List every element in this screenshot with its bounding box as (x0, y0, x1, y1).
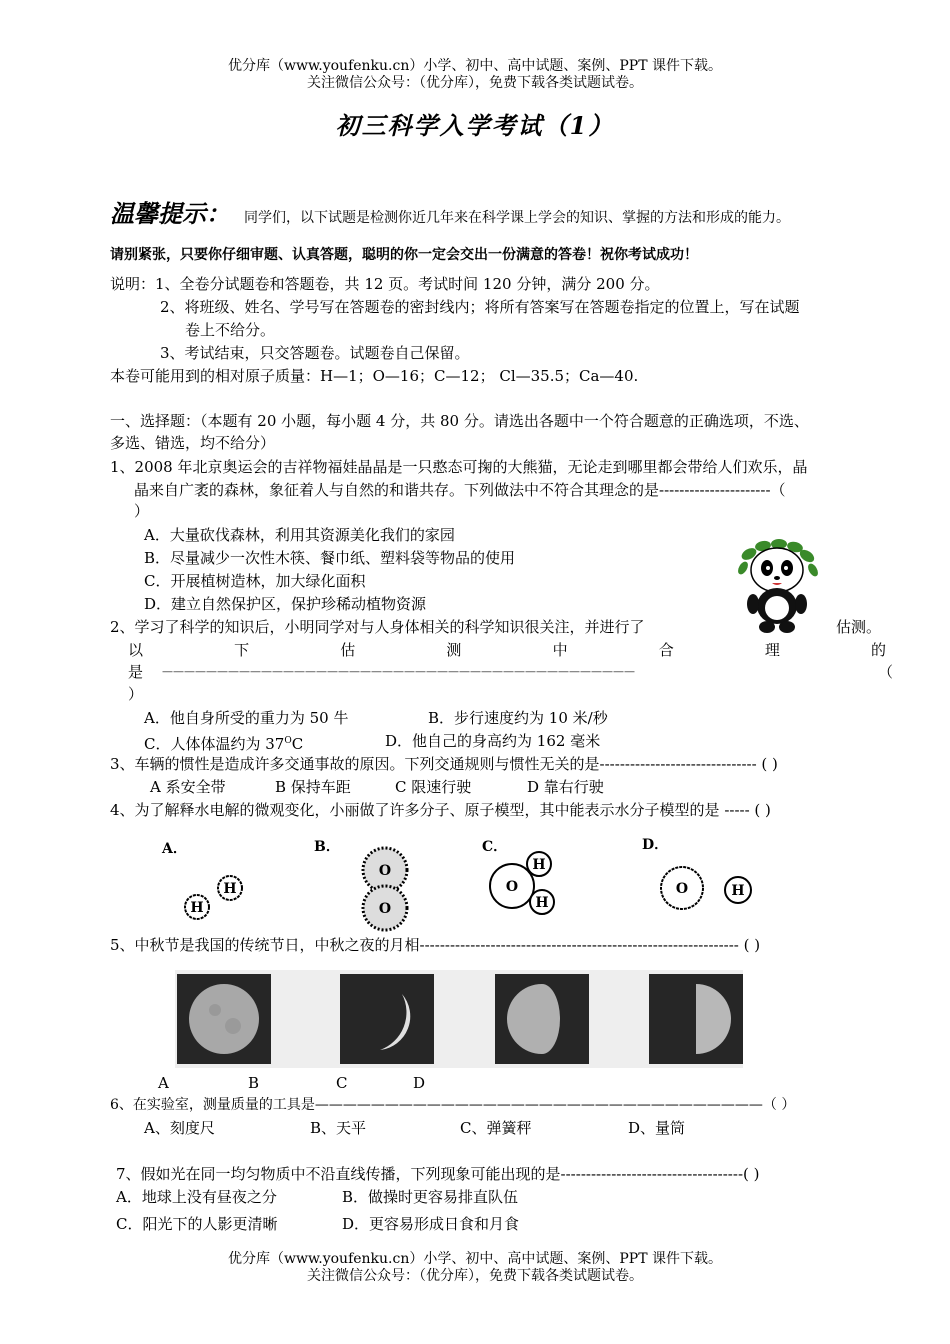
q2-line-4: ） (128, 685, 144, 703)
q6-option-d[interactable]: D、量筒 (628, 1119, 686, 1137)
atom-label: H (535, 895, 549, 911)
q3-option-b[interactable]: B 保持车距 (275, 778, 351, 796)
q2-option-a[interactable]: A．他自身所受的重力为 50 牛 (144, 709, 349, 727)
q3-option-c[interactable]: C 限速行驶 (395, 778, 472, 796)
q2-spread-char: 下 (234, 641, 250, 659)
q5-label-d[interactable]: D (413, 1074, 426, 1092)
atom-label: O (675, 881, 689, 897)
q2-line-3-dashes: ——————————————————————————————————————————— (162, 665, 635, 678)
moon-phase-b (340, 974, 434, 1064)
atomic-masses: 本卷可能用到的相对原子质量：H—1；O—16；C—12； Cl—35.5；Ca—40. (110, 367, 639, 385)
atom-label: H (190, 900, 204, 916)
molecule-models-figure (150, 840, 790, 935)
q7-option-d[interactable]: D．更容易形成日食和月食 (342, 1215, 520, 1233)
tip-section (110, 200, 910, 229)
q1-option-c[interactable]: C．开展植树造林，加大绿化面积 (144, 572, 366, 590)
q2-spread-char: 中 (552, 641, 568, 659)
molecule-b (363, 848, 407, 930)
moon-phase-c (495, 974, 589, 1064)
q2-spread-char: 的 (870, 641, 886, 659)
note-2b: 卷上不给分。 (185, 321, 276, 339)
molecule-d (661, 867, 751, 909)
q1-option-a[interactable]: A．大量砍伐森林，利用其资源美化我们的家园 (144, 526, 455, 544)
q2-option-c-unit: C (291, 735, 304, 753)
header-line-1: 优分库（www.youfenku.cn）小学、初中、高中试题、案例、PPT 课件下载。 (227, 58, 722, 74)
q4-label-c: C． (482, 839, 508, 855)
q4-label-b: B． (314, 839, 340, 855)
tip-label: 温馨提示： (110, 200, 230, 228)
q2-spread-char: 理 (764, 641, 780, 659)
q2-line-1: 2、学习了科学的知识后，小明同学对与人身体相关的科学知识很关注，并进行了 (110, 618, 645, 636)
page-footer (0, 1251, 950, 1285)
note-3: 3、考试结束，只交答题卷。试题卷自己保留。 (160, 344, 470, 362)
panda-mascot-image (735, 538, 819, 634)
q7-option-c[interactable]: C．阳光下的人影更清晰 (116, 1215, 278, 1233)
atom-label: H (223, 881, 237, 897)
molecule-a (185, 876, 242, 919)
q5-label-a[interactable]: A (158, 1074, 169, 1092)
section-heading-1: 一、选择题：（本题有 20 小题，每小题 4 分，共 80 分。请选出各题中一个符合题意的正确选项，不选、 (110, 412, 809, 430)
q4-label-d: D． (642, 837, 669, 853)
atom-label: O (378, 901, 392, 917)
q6-option-c[interactable]: C、弹簧秤 (460, 1119, 532, 1137)
q2-option-d[interactable]: D．他自己的身高约为 162 毫米 (385, 732, 601, 750)
q2-option-b[interactable]: B．步行速度约为 10 米/秒 (428, 709, 608, 727)
q7-option-a[interactable]: A．地球上没有昼夜之分 (116, 1188, 277, 1206)
q6-option-a[interactable]: A、刻度尺 (144, 1119, 215, 1137)
page-title: 初三科学入学考试（1） (335, 111, 615, 140)
q2-line-3-end: （ (878, 663, 894, 681)
q6-stem: 6、在实验室，测量质量的工具是————————————————————————————————（ ） (110, 1097, 796, 1113)
note-2a: 2、将班级、姓名、学号写在答题卷的密封线内；将所有答案写在答题卷指定的位置上，写在试题 (160, 298, 800, 316)
note-1: 说明：1、全卷分试题卷和答题卷，共 12 页。考试时间 120 分钟，满分 200 分。 (110, 275, 660, 293)
q5-stem: 5、中秋节是我国的传统节日，中秋之夜的月相--------------------------------------------------------------- ( ) (110, 936, 761, 954)
moon-phases-figure (175, 970, 743, 1068)
atom-label: H (731, 883, 745, 899)
q3-stem: 3、车辆的惯性是造成许多交通事故的原因。下列交通规则与惯性无关的是------------------------------- ( ) (110, 755, 778, 773)
q2-option-c-text: C．人体体温约为 37 (144, 735, 285, 753)
q6-option-b[interactable]: B、天平 (310, 1119, 367, 1137)
footer-line-2: 关注微信公众号：（优分库），免费下载各类试题试卷。 (307, 1268, 643, 1284)
q2-line-3-start: 是 (128, 663, 144, 681)
moon-phase-d (649, 974, 743, 1064)
atom-label: H (532, 857, 546, 873)
q2-spread-char: 估 (340, 641, 356, 659)
q3-option-d[interactable]: D 靠右行驶 (527, 778, 604, 796)
q1-option-b[interactable]: B．尽量减少一次性木筷、餐巾纸、塑料袋等物品的使用 (144, 549, 516, 567)
q7-option-b[interactable]: B．做操时更容易排直队伍 (342, 1188, 519, 1206)
q1-line-1: 1、2008 年北京奥运会的吉祥物福娃晶晶是一只憨态可掬的大熊猫，无论走到哪里都会带给人们欢乐，晶 (110, 458, 808, 476)
q4-stem: 4、为了解释水电解的微观变化，小丽做了许多分子、原子模型，其中能表示水分子模型的是 ----- ( ) (110, 801, 771, 819)
q1-line-3: ） (134, 502, 150, 520)
q2-spread-char: 测 (446, 641, 462, 659)
q3-option-a[interactable]: A 系安全带 (150, 778, 226, 796)
q1-line-2: 晶来自广袤的森林，象征着人与自然的和谐共存。下列做法中不符合其理念的是----------------------（ (134, 481, 786, 499)
q2-spread-char: 合 (658, 641, 674, 659)
moon-phase-a (177, 974, 271, 1064)
q2-option-c-sup: O (284, 736, 292, 746)
q2-line-1-end: 估测。 (836, 618, 882, 636)
q5-label-b[interactable]: B (248, 1074, 260, 1092)
q5-label-c[interactable]: C (336, 1074, 348, 1092)
q7-stem: 7、假如光在同一均匀物质中不沿直线传播，下列现象可能出现的是------------------------------------( ) (116, 1165, 760, 1183)
q4-label-a: A． (162, 841, 187, 857)
tip-text-2: 请别紧张，只要你仔细审题、认真答题，聪明的你一定会交出一份满意的答卷！祝你考试成功！ (110, 247, 698, 263)
molecule-c (490, 852, 554, 914)
page-header (0, 58, 950, 92)
footer-line-1: 优分库（www.youfenku.cn）小学、初中、高中试题、案例、PPT 课件下载。 (227, 1251, 722, 1267)
q2-spread-char: 以 (128, 641, 144, 659)
tip-text-1: 同学们，以下试题是检测你近几年来在科学课上学会的知识、掌握的方法和形成的能力。 (244, 210, 790, 226)
atom-label: O (378, 863, 392, 879)
header-line-2: 关注微信公众号：（优分库），免费下载各类试题试卷。 (307, 75, 643, 91)
q1-option-d[interactable]: D．建立自然保护区，保护珍稀动植物资源 (144, 595, 427, 613)
q2-option-c[interactable] (144, 730, 303, 755)
section-heading-2: 多选、错选，均不给分） (110, 434, 276, 452)
atom-label: O (505, 879, 519, 895)
q2-spread-line (128, 639, 886, 661)
